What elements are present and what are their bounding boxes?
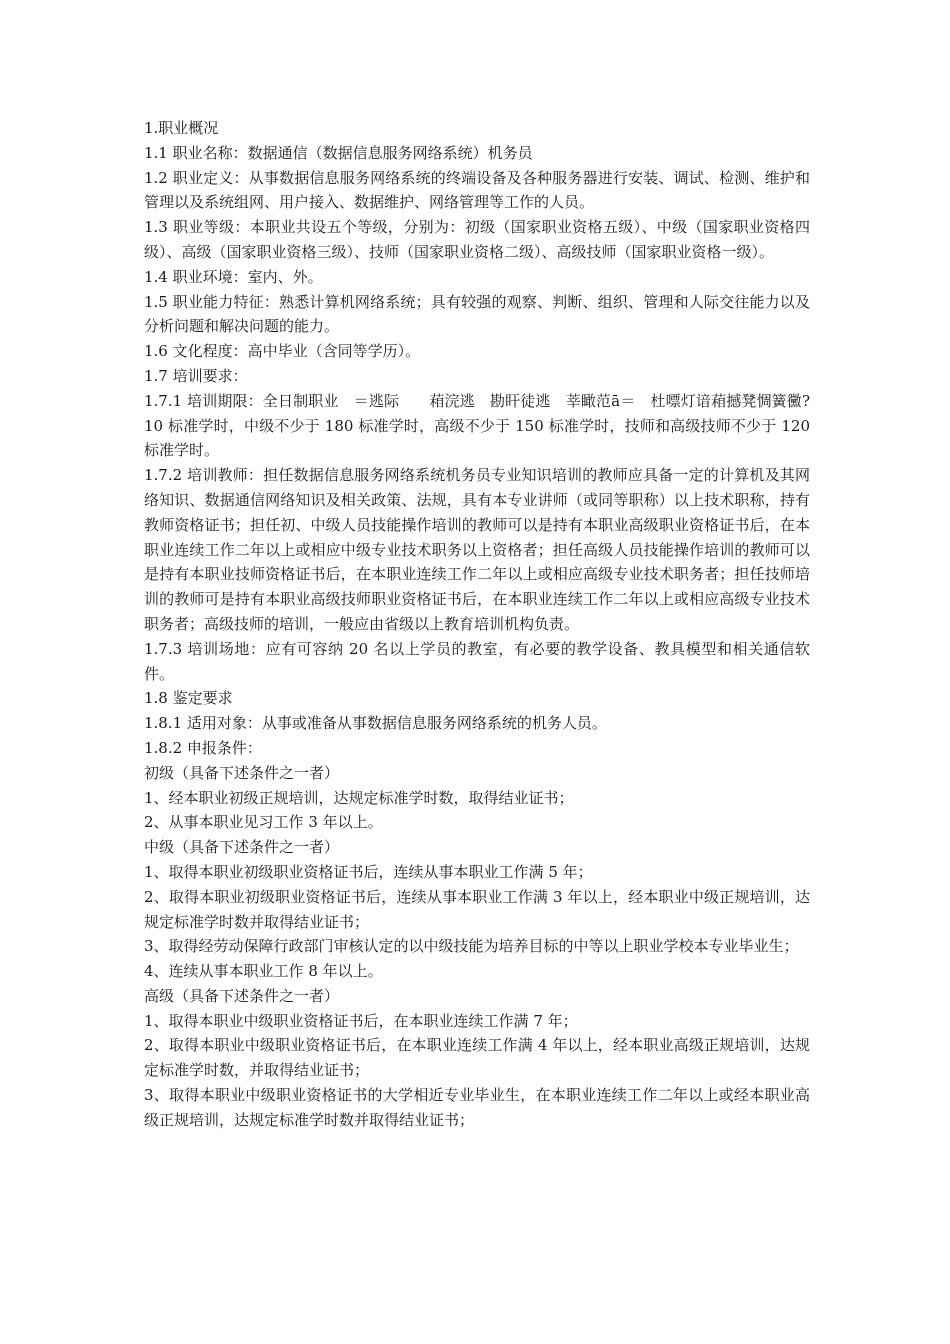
subheading-junior-level: 初级（具备下述条件之一者） [144, 763, 340, 782]
heading-assessment-requirements: 1.8 鉴定要求 [144, 689, 233, 708]
paragraph-training-period: 1.7.1 培训期限：全日制职业 ＝逃际 葙浣逃 勘盰徒逃 莘瞰范ā＝ 杜嘌灯谙葙撼凳惆簧黴?10 标准学时，中级不少于 180 标准学时，高级不少于 150 标准学时，技师和高级技师不少于 120 标准学时。 [144, 391, 810, 460]
list-item-senior-2: 2、取得本职业中级职业资格证书后，在本职业连续工作满 4 年以上，经本职业高级正规培训，达规定标准学时数，并取得结业证书； [144, 1036, 810, 1080]
paragraph-career-levels: 1.3 职业等级：本职业共设五个等级，分别为：初级（国家职业资格五级）、中级（国家职业资格四级）、高级（国家职业资格三级）、技师（国家职业资格二级）、高级技师（国家职业资格一级）。 [144, 218, 810, 261]
list-item-junior-1: 1、经本职业初级正规培训，达规定标准学时数，取得结业证书； [144, 788, 574, 807]
paragraph-training-venue: 1.7.3 培训场地：应有可容纳 20 名以上学员的教室，有必要的教学设备、教具模型和相关通信软件。 [144, 639, 810, 683]
paragraph-career-abilities: 1.5 职业能力特征：熟悉计算机网络系统；具有较强的观察、判断、组织、管理和人际交往能力以及分析问题和解决问题的能力。 [144, 292, 810, 336]
paragraph-career-name: 1.1 职业名称：数据通信（数据信息服务网络系统）机务员 [144, 143, 533, 162]
paragraph-career-environment: 1.4 职业环境：室内、外。 [144, 267, 323, 286]
paragraph-education-level: 1.6 文化程度：高中毕业（含同等学历）。 [144, 342, 421, 361]
list-item-senior-1: 1、取得本职业中级职业资格证书后，在本职业连续工作满 7 年； [144, 1011, 578, 1030]
paragraph-applicable-persons: 1.8.1 适用对象：从事或准备从事数据信息服务网络系统的机务人员。 [144, 714, 607, 733]
list-item-intermediate-1: 1、取得本职业初级职业资格证书后，连续从事本职业工作满 5 年； [144, 862, 593, 881]
document-page [144, 116, 810, 1133]
heading-career-overview: 1.职业概况 [144, 119, 219, 137]
heading-training-requirements: 1.7 培训要求： [144, 366, 248, 385]
heading-application-conditions: 1.8.2 申报条件： [144, 738, 262, 757]
list-item-intermediate-4: 4、连续从事本职业工作 8 年以上。 [144, 962, 383, 981]
paragraph-career-definition: 1.2 职业定义：从事数据信息服务网络系统的终端设备及各种服务器进行安装、调试、检测、维护和管理以及系统组网、用户接入、数据维护、网络管理等工作的人员。 [144, 168, 810, 212]
list-item-intermediate-3: 3、取得经劳动保障行政部门审核认定的以中级技能为培养目标的中等以上职业学校本专业毕业生； [144, 937, 799, 956]
subheading-intermediate-level: 中级（具备下述条件之一者） [144, 838, 340, 857]
list-item-intermediate-2: 2、取得本职业初级职业资格证书后，连续从事本职业工作满 3 年以上，经本职业中级正规培训，达规定标准学时数并取得结业证书； [144, 887, 810, 931]
list-item-junior-2: 2、从事本职业见习工作 3 年以上。 [144, 813, 383, 832]
list-item-senior-3: 3、取得本职业中级职业资格证书的大学相近专业毕业生，在本职业连续工作二年以上或经本职业高级正规培训，达规定标准学时数并取得结业证书； [144, 1086, 810, 1129]
subheading-senior-level: 高级（具备下述条件之一者） [144, 986, 340, 1005]
paragraph-training-teachers: 1.7.2 培训教师：担任数据信息服务网络系统机务员专业知识培训的教师应具备一定的计算机及其网络知识、数据通信网络知识及相关政策、法规，具有本专业讲师（或同等职称）以上技术职称，持有教师资格证书；担任初、中级人员技能操作培训的教师可以是持有本职业高级职业资格证书后，在本职业连续工作二年以上或相应中级专业技术职务以上资格者；担任高级人员技能操作培训的教师可以是持有本职业技师资格证书后，在本职业连续工作二年以上或相应高级专业技术职务者；担任技师培训的教师可是持有本职业高级技师职业资格证书后，在本职业连续工作二年以上或相应高级专业技术职务者；高级技师的培训，一般应由省级以上教育培训机构负责。 [144, 466, 810, 633]
